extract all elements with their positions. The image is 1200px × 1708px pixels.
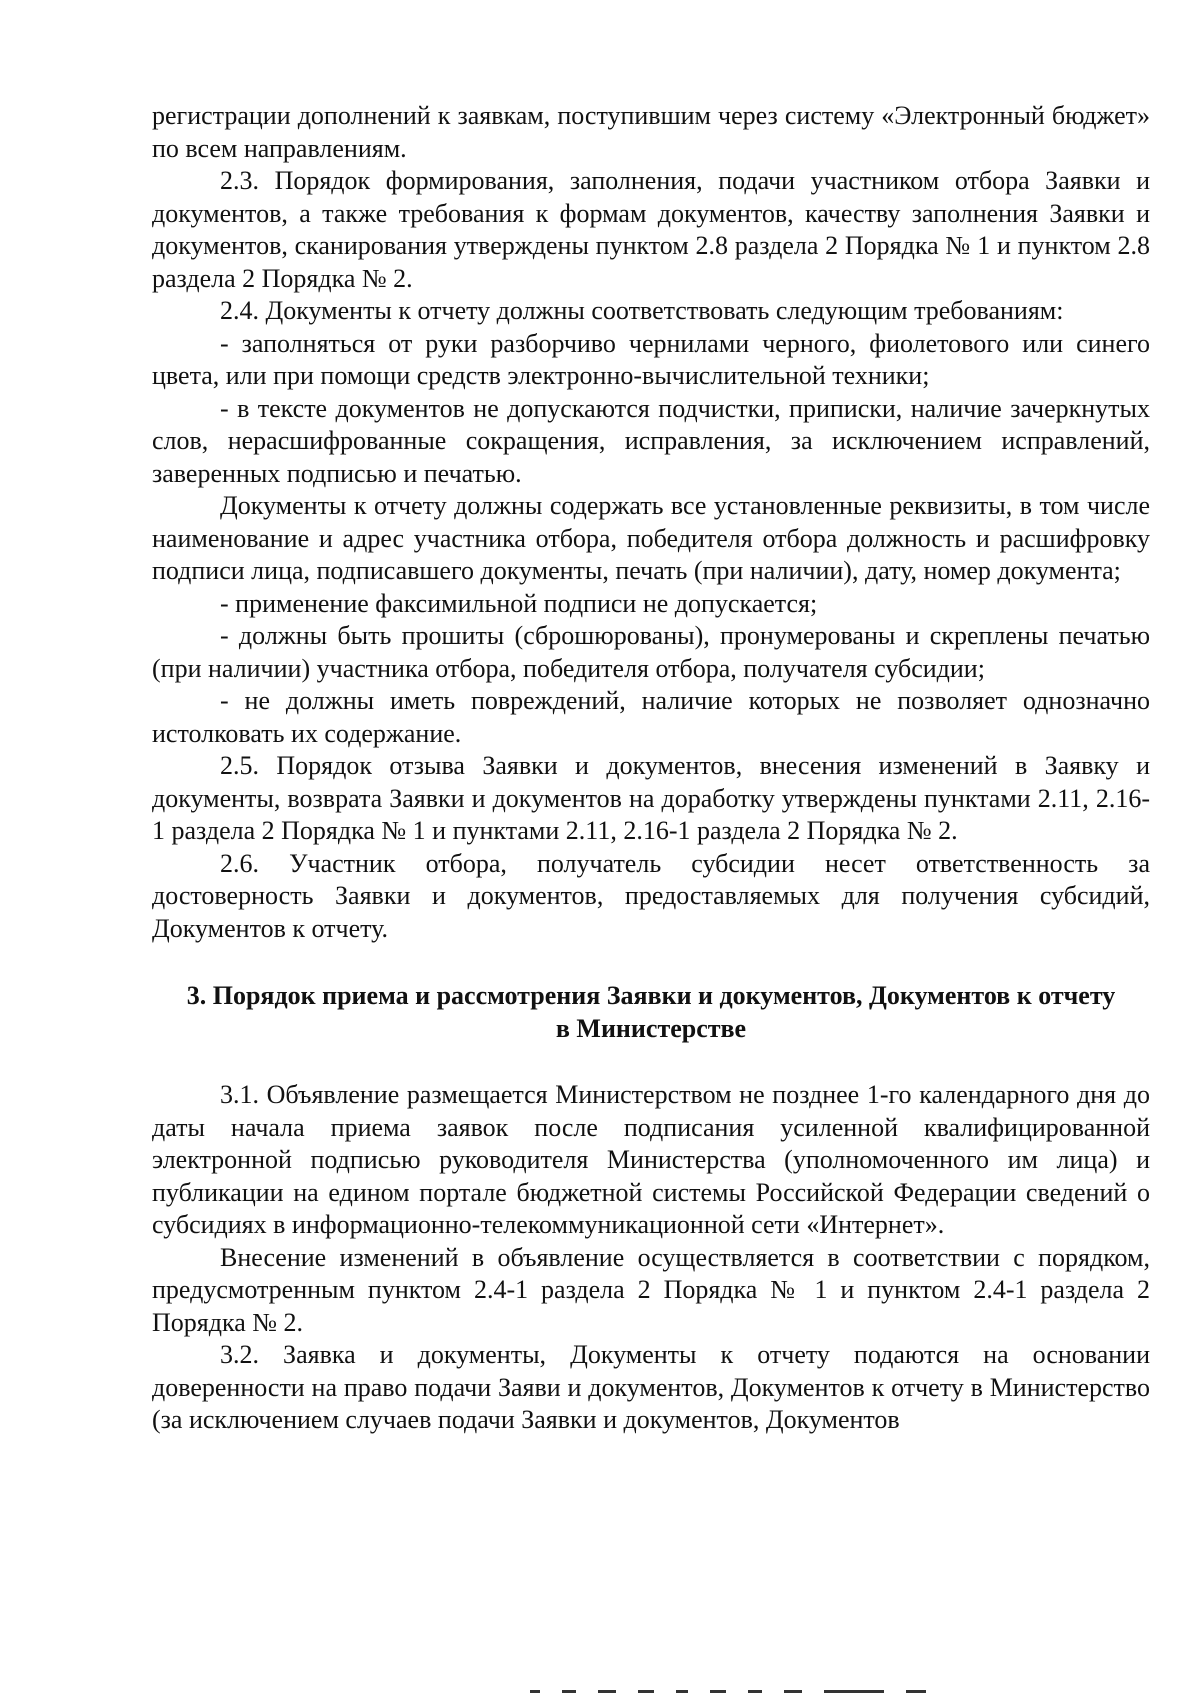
list-item: - заполняться от руки разборчиво чернилами черного, фиолетового или синего цвета, или при помощи средств электронно-вычислительной техники;	[152, 328, 1150, 390]
list-item: - в тексте документов не допускаются подчистки, приписки, наличие зачеркнутых слов, нерасшифрованные сокращения, исправления, за исключением исправлений, заверенных подписью и печатью.	[152, 393, 1150, 488]
document-page	[152, 100, 1150, 1437]
paragraph: Внесение изменений в объявление осуществляется в соответствии с порядком, предусмотренным пунктом 2.4-1 раздела 2 Порядка № 1 и пунктом 2.4-1 раздела 2 Порядка № 2.	[152, 1242, 1150, 1337]
paragraph-3-2: 3.2. Заявка и документы, Документы к отчету подаются на основании доверенности на право подачи Заяви и документов, Документов к отчету в Министерство (за исключением случаев подачи Заявки и документов, Документов	[152, 1340, 1150, 1434]
scan-artifact-marks	[530, 1690, 1150, 1700]
list-item: - должны быть прошиты (сброшюрованы), пронумерованы и скреплены печатью (при наличии) участника отбора, победителя отбора, получателя субсидии;	[152, 621, 1150, 683]
paragraphs-bottom	[152, 1079, 1150, 1437]
paragraph-3-1: 3.1. Объявление размещается Министерством не позднее 1-го календарного дня до даты начала приема заявок после подписания усиленной квалифицированной электронной подписью руководителя Министерства (уполномоченного им лица) и публикации на едином портале бюджетной системы Российской Федерации сведений о субсидиях в информационно-телекоммуникационной сети «Интернет».	[152, 1080, 1150, 1239]
paragraph-2-6: 2.6. Участник отбора, получатель субсидии несет ответственность за достоверность Заявки и документов, предоставляемых для получения субсидий, Документов к отчету.	[152, 848, 1150, 943]
paragraph-2-3: 2.3. Порядок формирования, заполнения, подачи участником отбора Заявки и документов, а также требования к формам документов, качеству заполнения Заявки и документов, сканирования утверждены пунктом 2.8 раздела 2 Порядка № 1 и пунктом 2.8 раздела 2 Порядка № 2.	[152, 166, 1150, 293]
paragraph: Документы к отчету должны содержать все установленные реквизиты, в том числе наименование и адрес участника отбора, победителя отбора должность и расшифровку подписи лица, подписавшего документы, печать (при наличии), дату, номер документа;	[152, 491, 1150, 585]
section-heading: 3. Порядок приема и рассмотрения Заявки и документов, Документов к отчету в Министерстве	[186, 981, 1116, 1043]
paragraphs-top	[152, 100, 1150, 945]
paragraph: регистрации дополнений к заявкам, поступившим через систему «Электронный бюджет» по всем направлениям.	[152, 101, 1150, 163]
list-item: - применение факсимильной подписи не допускается;	[220, 588, 818, 618]
paragraph-2-5: 2.5. Порядок отзыва Заявки и документов, внесения изменений в Заявку и документы, возврата Заявки и документов на доработку утверждены пунктами 2.11, 2.16-1 раздела 2 Порядка № 1 и пунктами 2.11, 2.16-1 раздела 2 Порядка № 2.	[152, 751, 1150, 845]
list-item: - не должны иметь повреждений, наличие которых не позволяет однозначно истолковать их содержание.	[152, 686, 1150, 748]
paragraph-2-4: 2.4. Документы к отчету должны соответствовать следующим требованиям:	[220, 296, 1064, 325]
